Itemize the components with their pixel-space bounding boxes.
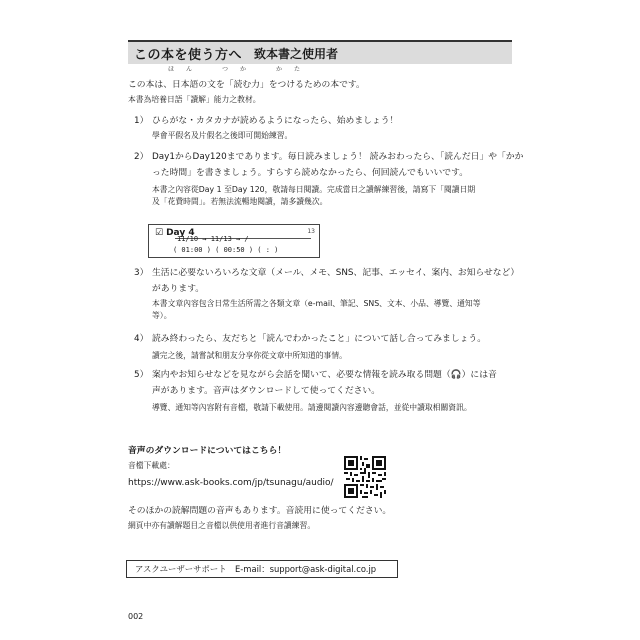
day-times: ( 01:00 ) ( 00:50 ) ( : ) <box>173 246 279 254</box>
section-header <box>128 40 512 64</box>
day-page-number: 13 <box>307 228 315 235</box>
item-4-number: 4） <box>134 334 149 344</box>
item-5-number: 5） <box>134 370 149 380</box>
day-record-example <box>148 224 320 258</box>
checkbox-icon: ☑ <box>155 228 164 238</box>
audio-heading: 音声のダウンロードについてはこちら！ <box>128 446 287 456</box>
qr-code-icon[interactable] <box>344 456 386 498</box>
title-ruby: ほん つか かた <box>168 66 313 73</box>
item-5-jp-line1: 案内やお知らせなどを見ながら会話を聞いて、必要な情報を読み取る問題（🎧）には音 <box>152 370 497 380</box>
item-3-zh-line1: 本書文章內容包含日常生活所需之各類文章（e-mail、筆記、SNS、文本、小品、導覽、通知等 <box>152 299 481 308</box>
item-1-jp: ひらがな・カタカナが読めるようになったら、始めましょう！ <box>152 116 399 126</box>
support-box <box>126 560 398 578</box>
support-contact[interactable]: アスクユーザーサポート E-mail：support@ask-digital.co.jp <box>135 564 377 574</box>
item-3-number: 3） <box>134 268 149 278</box>
audio-heading-zh: 音檔下載處： <box>128 461 175 470</box>
item-2-jp-line1: Day1からDay120まであります。毎日読みましょう！ 読みおわったら、「読んだ日」や「かか <box>152 152 524 162</box>
item-1-number: 1） <box>134 116 149 126</box>
page-subtitle: 致本書之使用者 <box>254 46 339 61</box>
item-4-jp: 読み終わったら、友だちと「読んでわかったこと」について話し合ってみましょう。 <box>152 334 487 344</box>
item-5-jp-line2: 声があります。音声はダウンロードして使ってください。 <box>152 386 381 396</box>
audio-url-link[interactable]: https://www.ask-books.com/jp/tsunagu/audio/ <box>128 478 334 488</box>
day-title-text: Day 4 <box>166 228 195 238</box>
day-dates: 11/10 → 11/13 → / <box>177 235 249 243</box>
item-2-jp-line2: った時間」を書きましょう。すらすら読めなかったら、何回読んでもいいです。 <box>152 168 468 178</box>
intro-zh: 本書為培養日語「讀解」能力之教材。 <box>128 95 261 104</box>
item-3-zh-line2: 等）。 <box>152 311 172 320</box>
page-number: 002 <box>128 612 144 621</box>
item-3-jp-line2: があります。 <box>152 284 205 294</box>
item-2-zh-line2: 及「花費時間」。若無法流暢地閱讀，請多讀幾次。 <box>152 197 328 206</box>
item-2-number: 2） <box>134 152 149 162</box>
item-4-zh: 讀完之後，請嘗試和朋友分享你從文章中所知道的事情。 <box>152 351 347 360</box>
audio-note-zh: 網頁中亦有讀解題目之音檔以供使用者進行音讀練習。 <box>128 521 316 530</box>
intro-jp: この本は、日本語の文を「読む力」をつけるための本です。 <box>128 80 365 90</box>
item-5-zh: 導覽、通知等內容附有音檔，敬請下載使用。請邊閱讀內容邊聽會話，並從中讀取相關資訊。 <box>152 403 472 412</box>
page-title: この本を使う方へ <box>134 47 243 63</box>
audio-note-jp: そのほかの読解問題の音声もあります。音読用に使ってください。 <box>128 506 392 516</box>
item-2-zh-line1: 本書之內容從Day 1 至Day 120，敬請每日閱讀。完成當日之讀解練習後，請寫下「閱讀日期 <box>152 185 476 194</box>
item-1-zh: 學會平假名及片假名之後即可開始練習。 <box>152 131 293 140</box>
item-3-jp-line1: 生活に必要ないろいろな文章（メール、メモ、SNS、記事、エッセイ、案内、お知らせなど） <box>152 268 520 278</box>
